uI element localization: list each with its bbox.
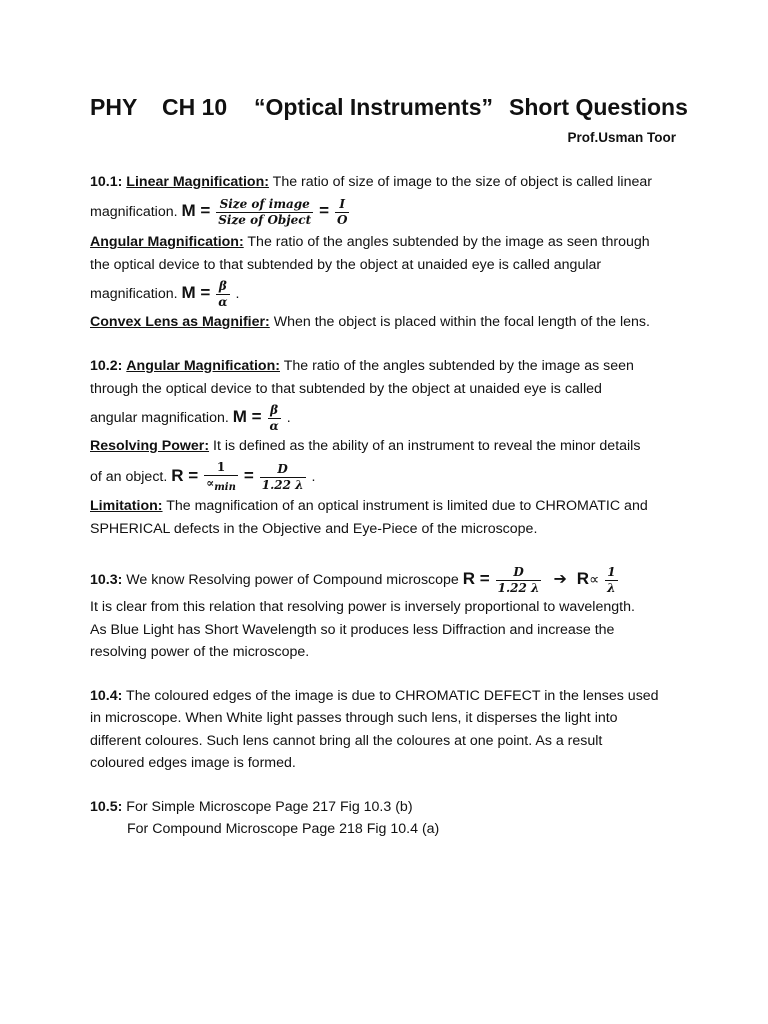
q10-2-am-text3: angular magnification. xyxy=(90,410,229,426)
q10-2-lim-text: The magnification of an optical instrument is limited due to CHROMATIC and xyxy=(166,498,648,514)
q10-4-line3: different coloures. Such lens cannot bring all the coloures at one point. As a result xyxy=(90,733,603,749)
q10-2-am-fraction xyxy=(268,404,281,433)
q10-3-lhs: R = xyxy=(462,569,490,588)
right-arrow-icon: ➔ xyxy=(553,571,567,588)
q10-2-number: 10.2: xyxy=(90,358,123,374)
q10-2-line4 xyxy=(90,436,640,456)
q10-2-rp-frac1-den-wrap xyxy=(204,476,238,494)
q10-1-am-text3: magnification. xyxy=(90,286,178,302)
q10-1-lm-frac2-den: O xyxy=(336,212,348,227)
q10-2-rp-label: Resolving Power: xyxy=(90,438,210,454)
q10-1-lm-eq: = xyxy=(319,201,330,220)
q10-1-lm-fraction-2 xyxy=(335,198,349,227)
q10-1-am-frac-num: β xyxy=(216,280,229,295)
title-topic: “Optical Instruments” xyxy=(254,94,493,120)
q10-1-number: 10.1: xyxy=(90,174,123,190)
q10-2-rp-frac1-num: 1 xyxy=(204,461,238,476)
q10-2-am-text: The ratio of the angles subtended by the image as seen xyxy=(283,358,634,374)
q10-2-am-frac-num: β xyxy=(268,404,281,419)
q10-4-line2: in microscope. When White light passes through such lens, it disperses the light into xyxy=(90,710,618,726)
q10-2-rp-frac2-num: D xyxy=(260,463,306,478)
q10-1-am-lhs: M = xyxy=(181,283,211,302)
q10-2-am-lhs: M = xyxy=(232,407,262,426)
q10-3-text: We know Resolving power of Compound microscope xyxy=(126,572,459,588)
q10-4-line1 xyxy=(90,686,659,706)
q10-3-rel-frac-den: λ xyxy=(607,580,616,595)
q10-1-lm-frac2-num: I xyxy=(335,198,349,213)
q10-4-text: The coloured edges of the image is due to CHROMATIC DEFECT in the lenses used xyxy=(126,688,659,704)
q10-3-line3: As Blue Light has Short Wavelength so it produces less Diffraction and increase the xyxy=(90,622,615,638)
q10-3-rel-frac-num: 1 xyxy=(605,566,617,581)
q10-2-line3 xyxy=(90,402,291,433)
q10-1-cl-label: Convex Lens as Magnifier: xyxy=(90,314,270,330)
q10-2-line1 xyxy=(90,356,634,376)
q10-1-am-end: . xyxy=(235,286,240,302)
q10-1-am-label: Angular Magnification: xyxy=(90,234,244,250)
title-type: Short Questions xyxy=(509,94,688,120)
q10-3-number: 10.3: xyxy=(90,572,123,588)
title-chapter: CH 10 xyxy=(162,94,228,120)
q10-1-lm-frac1-num: Size of image xyxy=(216,198,313,213)
q10-2-rp-end: . xyxy=(311,469,316,485)
q10-3-propto: ∝ xyxy=(589,572,600,588)
q10-2-rp-frac1-den: ∝ xyxy=(206,475,215,490)
q10-1-am-fraction xyxy=(216,280,229,309)
q10-2-line6 xyxy=(90,496,648,516)
q10-2-rp-fraction-2 xyxy=(260,463,306,492)
q10-3-fraction xyxy=(496,566,542,595)
q10-1-line3 xyxy=(90,232,650,252)
q10-2-line5 xyxy=(90,460,315,494)
q10-2-rp-text2: of an object. xyxy=(90,469,168,485)
q10-2-am-frac-den: α xyxy=(269,418,279,433)
q10-1-line2 xyxy=(90,196,351,227)
document-title xyxy=(90,94,688,124)
q10-3-line4: resolving power of the microscope. xyxy=(90,644,310,660)
q10-2-rp-frac1-den-sub: min xyxy=(214,481,236,493)
q10-1-cl-text: When the object is placed within the focal length of the lens. xyxy=(273,314,650,330)
q10-3-rel-fraction xyxy=(605,566,617,595)
q10-2-am-end: . xyxy=(286,410,291,426)
q10-4-line4: coloured edges image is formed. xyxy=(90,755,296,771)
q10-3-rel-lhs: R xyxy=(576,569,590,588)
q10-4-number: 10.4: xyxy=(90,688,123,704)
title-subject: PHY xyxy=(90,94,138,120)
q10-3-line1 xyxy=(90,563,620,596)
q10-1-am-text2: the optical device to that subtended by the object at unaided eye is called angular xyxy=(90,257,602,273)
q10-2-rp-fraction-1 xyxy=(204,461,238,494)
q10-2-am-text2: through the optical device to that subtended by the object at unaided eye is called xyxy=(90,381,602,397)
q10-1-lm-text: The ratio of size of image to the size of object is called linear xyxy=(272,174,652,190)
q10-5-line2: For Compound Microscope Page 218 Fig 10.4 (a) xyxy=(127,821,440,837)
q10-1-am-frac-den: α xyxy=(218,294,228,309)
q10-1-line6 xyxy=(90,312,650,332)
q10-1-line1 xyxy=(90,172,652,192)
q10-5-number: 10.5: xyxy=(90,799,123,815)
q10-1-lm-text2: magnification. xyxy=(90,204,178,220)
q10-3-line2: It is clear from this relation that resolving power is inversely proportional to wavelength. xyxy=(90,599,635,615)
q10-2-am-label: Angular Magnification: xyxy=(126,358,280,374)
q10-1-am-text: The ratio of the angles subtended by the image as seen through xyxy=(247,234,650,250)
q10-3-frac-den: 1.22 λ xyxy=(497,580,540,595)
q10-2-rp-eq: = xyxy=(243,466,254,485)
q10-1-lm-label: Linear Magnification: xyxy=(126,174,269,190)
q10-1-lm-fraction-1 xyxy=(216,198,313,227)
q10-5-line1 xyxy=(90,797,413,817)
q10-2-rp-text: It is defined as the ability of an instrument to reveal the minor details xyxy=(213,438,641,454)
q10-2-rp-frac2-den: 1.22 λ xyxy=(261,477,304,492)
q10-2-lim-text2: SPHERICAL defects in the Objective and Eye-Piece of the microscope. xyxy=(90,521,538,537)
q10-2-rp-lhs: R = xyxy=(171,466,199,485)
q10-2-lim-label: Limitation: xyxy=(90,498,163,514)
q10-1-line5 xyxy=(90,278,239,309)
q10-1-lm-lhs: M = xyxy=(181,201,211,220)
q10-3-frac-num: D xyxy=(496,566,542,581)
author-name: Prof.Usman Toor xyxy=(567,130,676,145)
q10-1-lm-frac1-den: Size of Object xyxy=(218,212,312,227)
q10-5-text: For Simple Microscope Page 217 Fig 10.3 (b) xyxy=(126,799,413,815)
